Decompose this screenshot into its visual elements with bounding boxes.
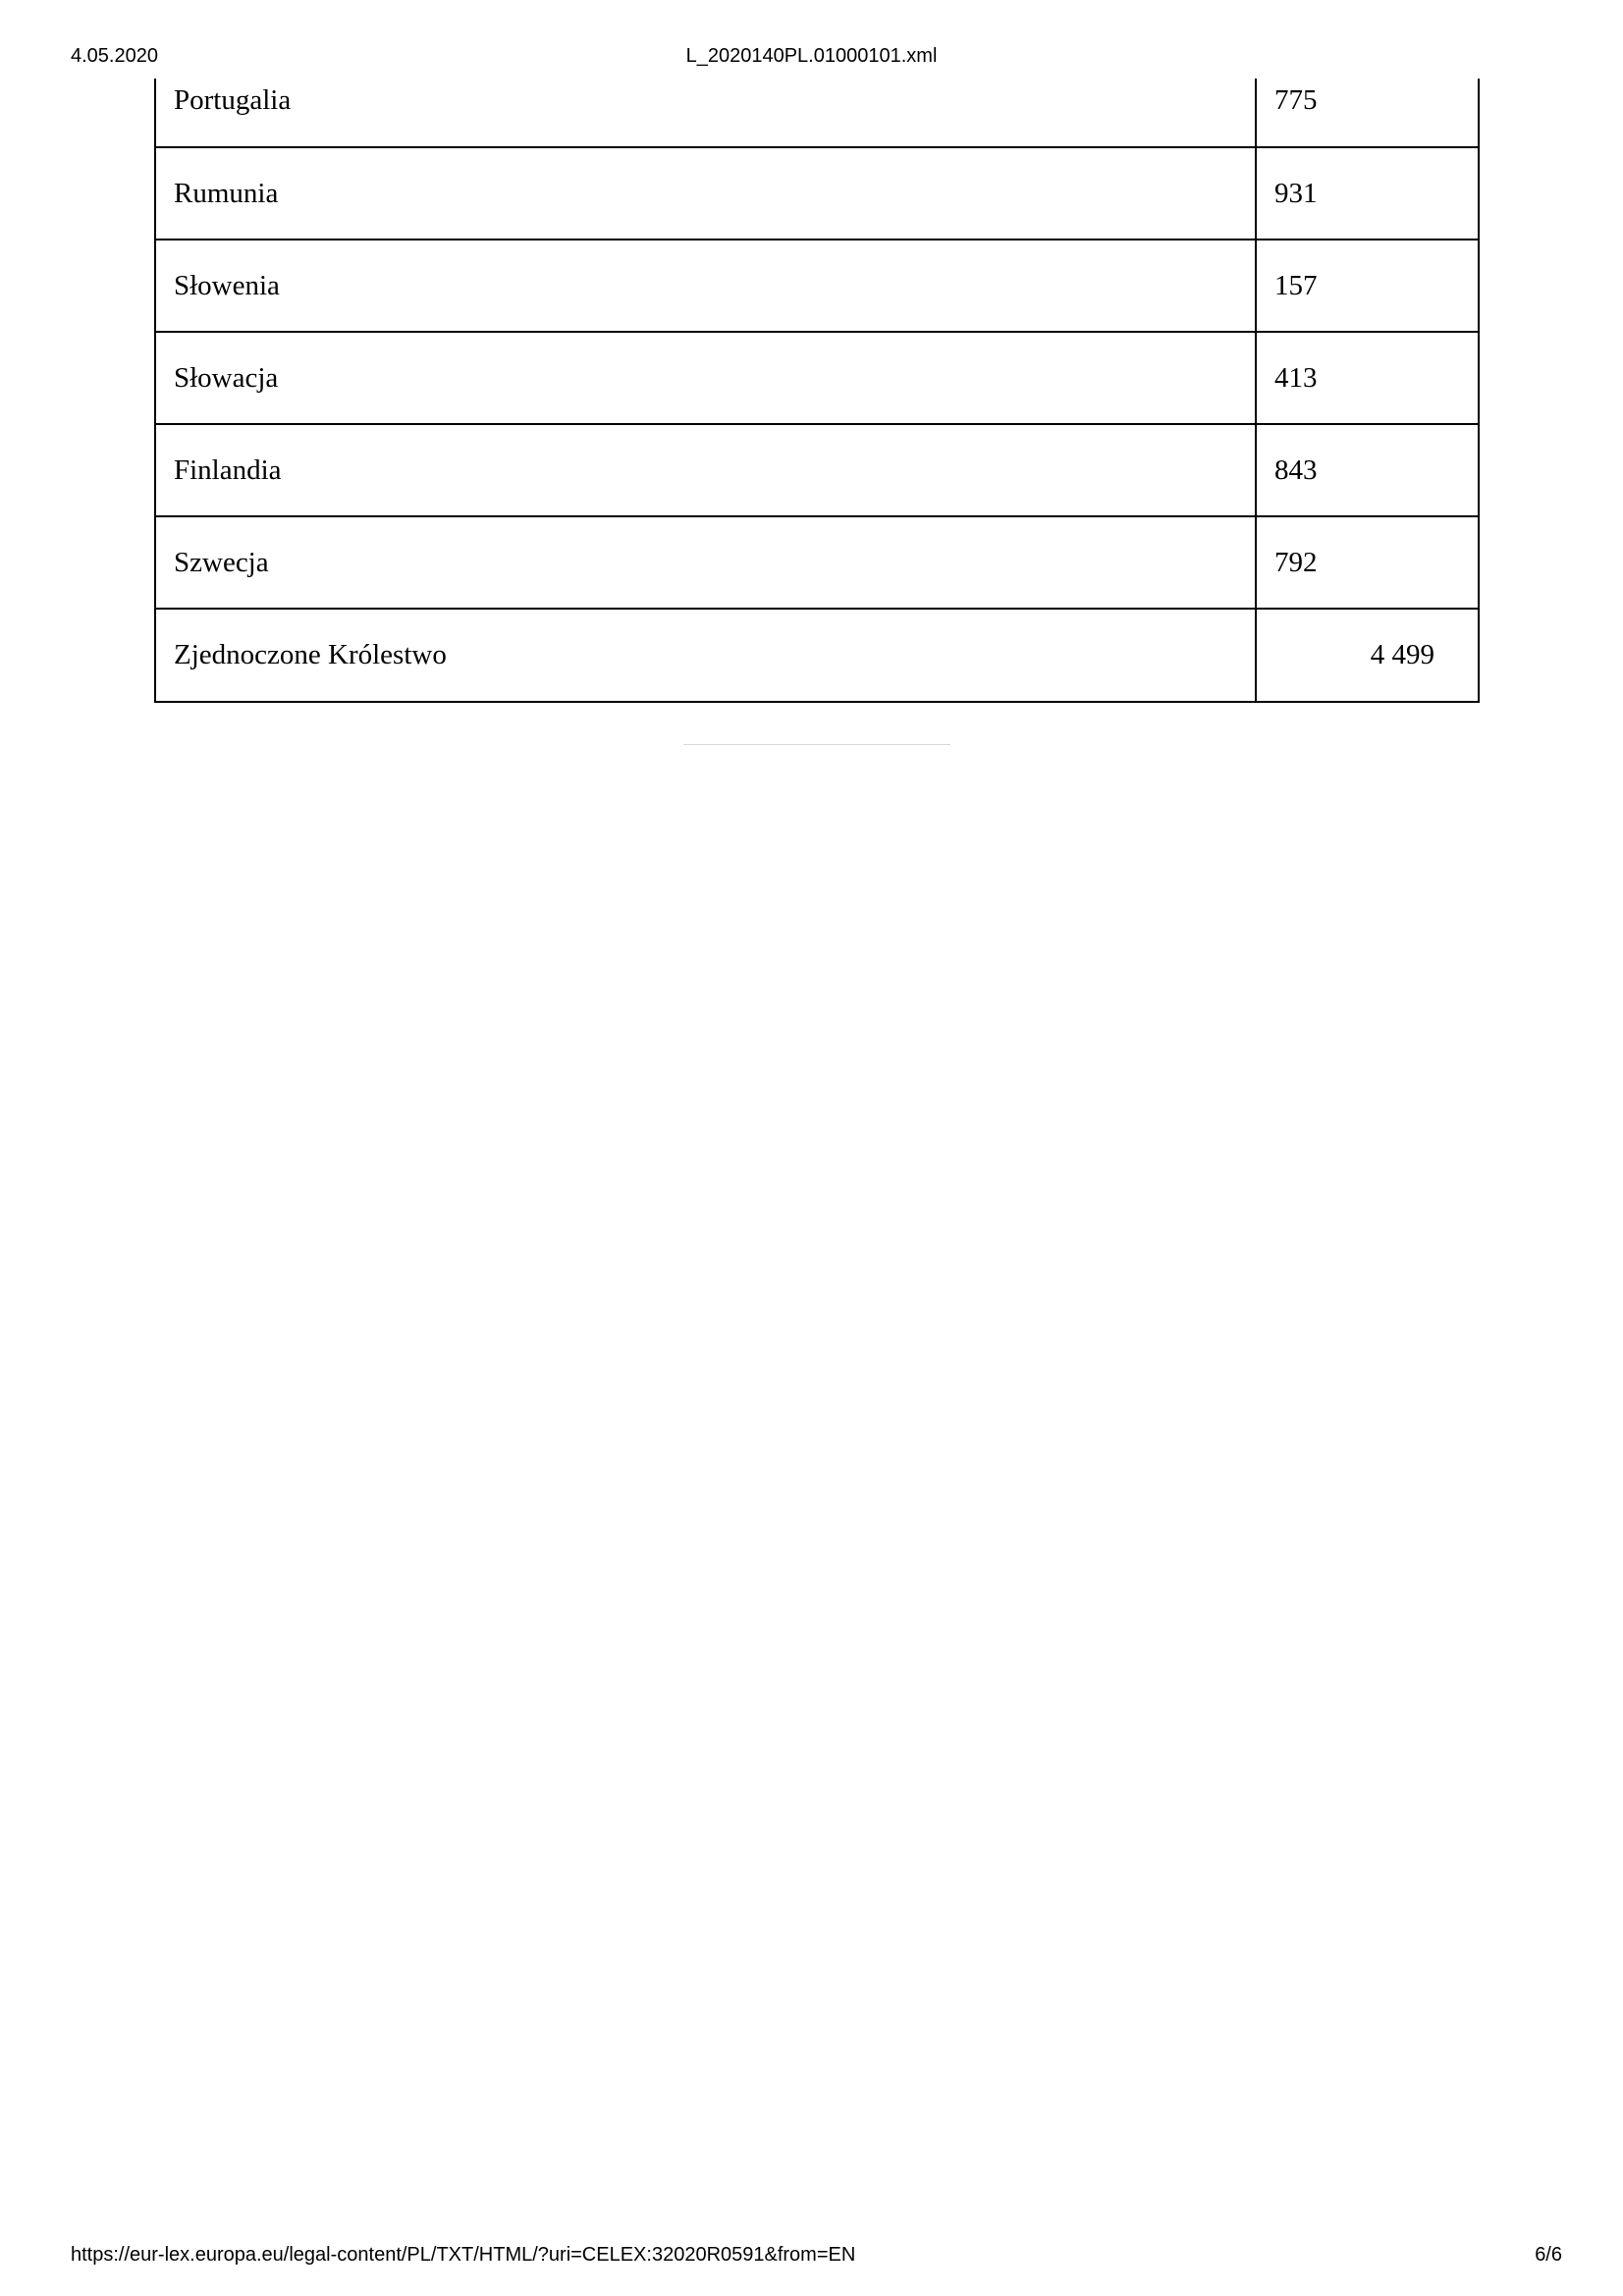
table-row bbox=[156, 515, 1478, 608]
country-cell: Zjednoczone Królestwo bbox=[156, 610, 1257, 701]
value-cell: 931 bbox=[1274, 177, 1318, 209]
separator-line bbox=[683, 744, 950, 745]
value-cell: 792 bbox=[1274, 546, 1318, 578]
value-cell: 775 bbox=[1274, 84, 1318, 116]
country-cell: Słowenia bbox=[156, 240, 1257, 331]
document-title: L_2020140PL.01000101.xml bbox=[685, 45, 938, 67]
country-cell: Szwecja bbox=[156, 517, 1257, 608]
table-row bbox=[156, 239, 1478, 331]
table-row bbox=[156, 79, 1478, 146]
country-cell: Finlandia bbox=[156, 425, 1257, 515]
table-row bbox=[156, 423, 1478, 515]
page-number: 6/6 bbox=[1535, 2244, 1562, 2266]
quota-table bbox=[154, 79, 1480, 703]
country-cell: Słowacja bbox=[156, 333, 1257, 423]
value-cell: 4 499 bbox=[1370, 639, 1434, 670]
value-cell: 157 bbox=[1274, 269, 1318, 301]
country-cell: Portugalia bbox=[156, 79, 1257, 146]
source-url: https://eur-lex.europa.eu/legal-content/PL/TXT/HTML/?uri=CELEX:32020R0591&from=EN bbox=[71, 2244, 856, 2266]
value-cell: 843 bbox=[1274, 454, 1318, 486]
table-row bbox=[156, 146, 1478, 239]
table-row bbox=[156, 331, 1478, 423]
print-date: 4.05.2020 bbox=[71, 45, 158, 67]
country-cell: Rumunia bbox=[156, 148, 1257, 239]
table-row bbox=[156, 608, 1478, 701]
value-cell: 413 bbox=[1274, 361, 1318, 394]
